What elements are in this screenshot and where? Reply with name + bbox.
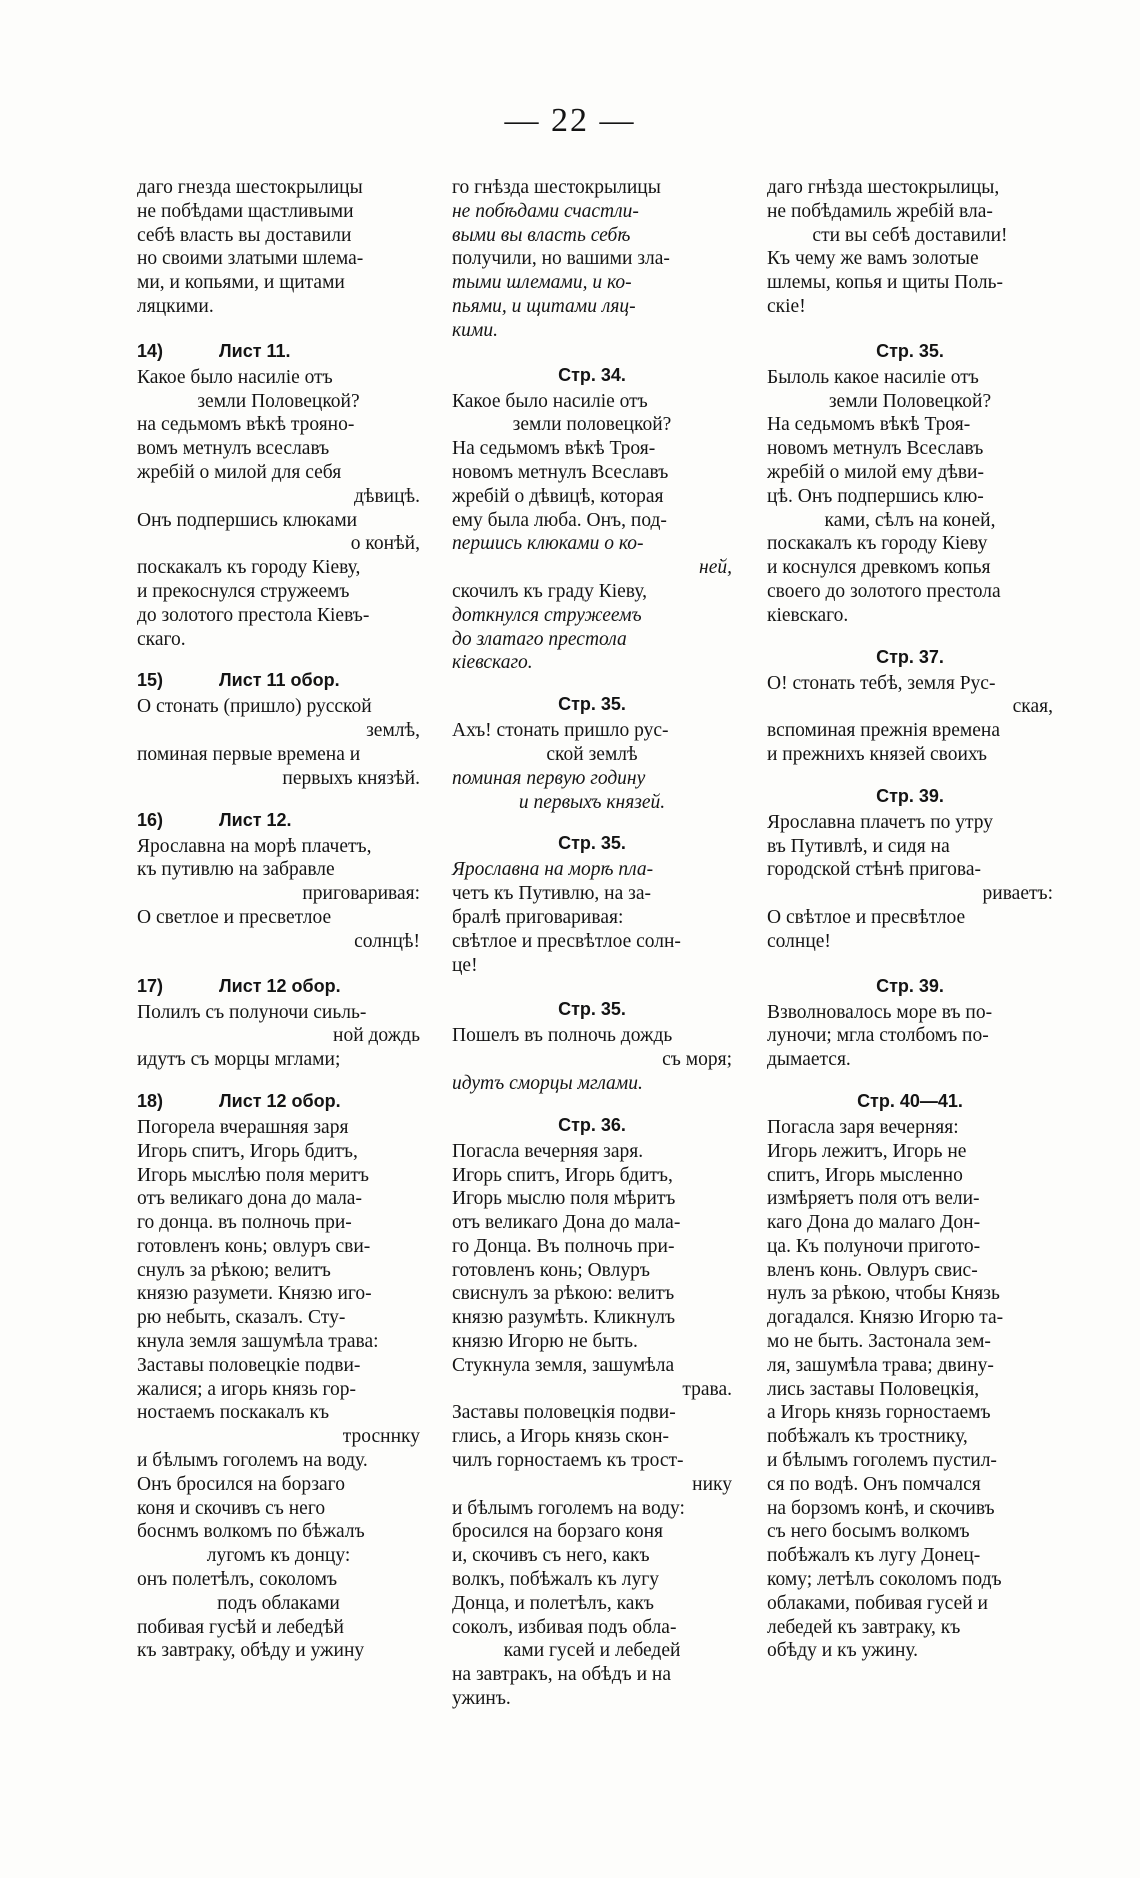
text-line: поминая первые времена и [137,743,361,765]
text-line: ной дождь [333,1025,420,1047]
text-line: О стонать (пришло) русской [137,696,372,718]
text-line: онъ полетѣлъ, соколомъ [137,1569,338,1591]
text-line: ками, сѣлъ на коней, [824,509,996,531]
section-heading [452,831,732,855]
text-line: земли половецкой? [512,414,672,436]
text-line: волкъ, побѣжалъ къ лугу [452,1569,659,1591]
text-line: ками гусей и лебедей [503,1640,681,1662]
column-manuscript-text [137,176,420,1680]
text-line: кими. [452,319,498,341]
text-line: на борзомъ конѣ, и скочивъ [767,1497,995,1519]
text-line: доткнулся стружеемъ [452,604,642,626]
text-section [767,645,1053,767]
text-line: и бѣлымъ гоголемъ на воду. [137,1450,368,1472]
section-heading [452,363,732,387]
text-line: земли Половецкой? [197,390,360,412]
text-line: го донца. въ полночь при- [137,1212,352,1234]
text-line: ему была люба. Онъ, под- [452,509,667,531]
text-line: до золотого престола Кіевъ- [137,604,370,626]
text-line: О! стонать тебѣ, земля Рус- [767,672,996,694]
text-section [767,339,1053,628]
text-line: землѣ, [366,720,420,742]
text-line: поскакалъ къ городу Кіеву, [137,557,361,579]
section-reference: Лист 12. [219,809,292,830]
text-line: скаго. [137,628,186,650]
text-line: измѣряетъ поля отъ вели- [767,1188,980,1210]
text-line: Ахъ! стонать пришло рус- [452,720,669,742]
text-line: и, скочивъ съ него, какъ [452,1545,650,1567]
text-line: Игорь лежитъ, Игорь не [767,1140,967,1162]
text-line: облаками, побивая гусей и [767,1592,988,1614]
section-heading [767,784,1053,808]
text-section [767,1089,1053,1663]
section-heading [452,692,732,716]
text-line: го гнѣзда шестокрылицы [452,177,661,198]
text-section [767,974,1053,1072]
text-line: подъ облаками [217,1592,340,1614]
text-line: ляцкими. [137,295,214,317]
text-line: На седьмомъ вѣкѣ Троя- [767,414,971,436]
text-line: нулъ за рѣкою, чтобы Князь [767,1283,1000,1305]
text-line: а Игорь князь горностаемъ [767,1402,991,1424]
text-line: солнце! [767,930,831,952]
section-heading [452,997,732,1021]
text-line: Онъ подпершись клюками [137,509,358,531]
text-line: ми, и копьями, и щитами [137,272,345,294]
section-reference: Стр. 40—41. [857,1090,963,1111]
text-section [767,784,1053,954]
text-line: и прежнихъ князей своихъ [767,743,988,765]
text-line: догадался. Князю Игорю та- [767,1307,1004,1329]
text-line: первыхъ князѣй. [282,767,420,789]
text-line: це! [452,954,478,976]
text-line: и прекоснулся стружеемъ [137,580,350,602]
text-line: Ярославна плачетъ по утру [767,811,994,833]
text-line: идутъ сморцы мглами. [452,1072,643,1094]
text-line: на седьмомъ вѣкѣ трояно- [137,414,355,436]
text-line: Онъ бросился на борзаго [137,1473,345,1495]
text-line: и коснулся древкомъ копья [767,557,991,579]
text-line: снулъ за рѣкою; велитъ [137,1259,331,1281]
text-line: каго Дона до малаго Дон- [767,1212,981,1234]
text-line: Игорь спитъ, Игорь бдитъ, [137,1140,358,1162]
text-section [452,997,732,1095]
text-line: идутъ съ морцы мглами; [137,1049,341,1071]
text-line: Какое было насиліе отъ [137,366,333,388]
text-line: не побѣдами щастливыми [137,200,354,222]
text-line: тыми шлемами, и ко- [452,272,632,294]
section-heading [452,1113,732,1137]
text-line: вомъ метнулъ всеславъ [137,438,330,460]
text-line: своего до золотого престола [767,580,1001,602]
section-number: 16) [137,809,164,830]
section-reference: Стр. 36. [558,1114,626,1135]
text-section [137,339,420,652]
page-number: — 22 — [504,102,636,139]
section-reference: Лист 11. [219,340,291,361]
text-section [452,1113,732,1711]
text-line: о конѣй, [350,533,420,555]
section-heading [767,645,1053,669]
text-line: мо не быть. Застонала зем- [767,1331,991,1353]
text-line: на завтракъ, на обѣдъ и на [452,1664,672,1686]
text-line: побѣжалъ къ тростнику, [767,1426,968,1448]
text-line: городской стѣнѣ пригова- [767,859,981,881]
text-line: ля, зашумѣла трава; двину- [767,1354,994,1376]
text-line: шлемы, копья и щиты Поль- [767,272,1003,294]
section-number: 15) [137,670,164,691]
text-line: отъ великаго Дона до мала- [452,1212,681,1234]
text-line: нику [692,1473,732,1495]
text-line: новомъ метнулъ Всеславъ [452,461,669,483]
text-line: Донца, и полетѣлъ, какъ [452,1592,655,1614]
text-line: до златаго престола [452,628,627,650]
text-line: себѣ власть вы доставили [137,224,352,246]
column-translation-text [767,176,1053,1680]
text-line: О свѣтлое и пресвѣтлое [767,906,966,928]
text-line: солнцѣ! [354,930,420,952]
text-line: Къ чему же вамъ золотые [767,248,979,270]
section-heading [137,339,420,363]
text-line: коня и скочивъ съ него [137,1497,326,1519]
text-line: Взволновалось море въ по- [767,1001,993,1023]
text-line: скочилъ къ граду Кіеву, [452,580,647,602]
text-section [137,974,420,1072]
section-number: 17) [137,975,164,996]
text-line: жребій о милой для себя [137,461,342,483]
text-line: къ завтраку, обѣду и ужину [137,1640,365,1662]
text-line: боснмъ волкомъ по бѣжалъ [137,1521,365,1543]
section-heading [137,974,420,998]
text-line: ся по водѣ. Онъ помчался [767,1473,981,1495]
text-section [452,692,732,814]
text-section [137,808,420,954]
text-line: не побѣдамиль жребій вла- [767,200,993,222]
text-line: Былоль какое насиліе отъ [767,366,979,388]
text-line: Погорела вчерашняя заря [137,1116,349,1138]
text-line: ужинъ. [452,1688,511,1710]
text-line: поминая первую годину [452,767,646,789]
text-line: даго гнѣзда шестокрылицы, [767,177,1000,198]
section-reference: Стр. 35. [558,999,626,1020]
text-line: ской землѣ [546,743,638,765]
text-line: глись, а Игорь князь скон- [452,1426,670,1448]
text-line: бралѣ приговаривая: [452,906,624,928]
section-reference: Лист 12 обор. [219,975,341,996]
text-line: въ Путивлѣ, и сидя на [767,835,950,857]
section-reference: Стр. 35. [558,694,626,715]
text-section [137,176,420,319]
section-number: 14) [137,340,164,361]
text-line: Погасла заря вечерняя: [767,1116,959,1138]
text-line: земли Половецкой? [828,390,992,412]
text-section [137,1089,420,1663]
text-line: Стукнула земля, зашумѣла [452,1354,675,1376]
section-reference: Стр. 39. [876,785,944,806]
text-line: поскакалъ къ городу Кіеву [767,533,988,555]
text-line: пьями, и щитами ляц- [452,295,636,317]
text-line: готовленъ конь; овлуръ сви- [137,1235,371,1257]
text-line: тросннку [342,1426,420,1448]
text-line: Какое было насиліе отъ [452,390,648,412]
text-line: Игорь мыслѣю поля меритъ [137,1164,370,1186]
section-reference: Стр. 37. [876,646,944,667]
text-line: жребій о дѣвицѣ, которая [452,485,664,507]
text-line: О светлое и пресветлое [137,906,332,928]
text-line: и бѣлымъ гоголемъ на воду: [452,1497,685,1519]
text-line: вленъ конь. Овлуръ свис- [767,1259,978,1281]
text-line: князю Игорю не быть. [452,1331,638,1353]
text-line: Заставы половецкіе подви- [137,1354,361,1376]
text-line: готовленъ конь; Овлуръ [452,1259,650,1281]
text-line: не побѣдами счастли- [452,200,639,222]
section-reference: Стр. 35. [558,833,626,854]
text-line: съ него босымъ волкомъ [767,1521,970,1543]
text-section [452,363,732,676]
text-line: жалися; а игорь князь гор- [137,1378,356,1400]
section-reference: Лист 11 обор. [219,670,340,691]
text-line: кнула земля зашумѣла трава: [137,1331,379,1353]
text-section [767,176,1053,319]
text-line: першись клюками о ко- [452,533,644,555]
text-line: князю разумѣть. Кликнулъ [452,1307,676,1329]
text-line: съ моря; [662,1049,732,1071]
text-line: Пошелъ въ полночь дождь [452,1025,673,1047]
text-line: побѣжалъ къ лугу Донец- [767,1545,981,1567]
text-line: получили, но вашими зла- [452,248,670,270]
section-number: 18) [137,1090,164,1111]
text-line: лугомъ къ донцу: [206,1545,351,1567]
text-line: кіевскаго. [452,652,533,674]
section-heading [137,808,420,832]
text-line: Ярославна на морѣ пла- [452,859,654,881]
text-line: дѣвицѣ. [353,485,420,507]
text-line: цѣ. Онъ подпершись клю- [767,485,984,507]
text-line: рю небыть, сказалъ. Сту- [137,1307,346,1329]
text-line: ней, [699,557,732,579]
section-reference: Стр. 34. [558,364,626,385]
text-line: приговаривая: [302,883,420,905]
section-heading [137,668,420,692]
text-line: Ярославна на морѣ плачетъ, [137,835,372,857]
text-line: ская, [1012,696,1053,718]
section-reference: Лист 12 обор. [219,1090,341,1111]
section-heading [137,1089,420,1113]
text-line: ностаемъ поскакалъ къ [137,1402,330,1424]
text-line: луночи; мгла столбомъ по- [767,1025,989,1047]
column-edition-text [452,176,732,1728]
text-line: скіе! [767,295,806,317]
text-section [452,831,732,977]
text-line: сти вы себѣ доставили! [812,224,1008,246]
section-reference: Стр. 39. [876,975,944,996]
text-line: обѣду и къ ужину. [767,1640,919,1662]
section-heading [767,1089,1053,1113]
text-line: чилъ горностаемъ къ трост- [452,1450,684,1472]
text-line: соколъ, избивая подъ обла- [452,1616,677,1638]
text-line: и первыхъ князей. [518,791,666,813]
text-line: къ путивлю на забравле [137,859,335,881]
text-line: Заставы половецкія подви- [452,1402,676,1424]
text-line: спитъ, Игорь мысленно [767,1164,963,1186]
text-line: Полилъ съ полуночи сиьль- [137,1001,367,1023]
text-line: лись заставы Половецкія, [767,1378,980,1400]
text-line: На седьмомъ вѣкѣ Троя- [452,438,656,460]
text-line: Погасла вечерняя заря. [452,1140,644,1162]
text-line: дымается. [767,1049,851,1071]
text-line: но своими златыми шлема- [137,248,364,270]
text-line: кому; летѣлъ соколомъ подъ [767,1569,1002,1591]
text-line: свѣтлое и пресвѣтлое солн- [452,930,681,952]
text-line: даго гнезда шестокрылицы [137,177,363,198]
text-line: кіевскаго. [767,604,849,626]
text-line: вспоминая прежнія времена [767,720,1000,742]
text-line: бросился на борзаго коня [452,1521,663,1543]
text-line: ца. Къ полуночи пригото- [767,1235,981,1257]
text-line: свиснулъ за рѣкою: велитъ [452,1283,675,1305]
section-heading [767,339,1053,363]
text-line: лебедей къ завтраку, къ [767,1616,961,1638]
section-heading [767,974,1053,998]
text-line: новомъ метнулъ Всеславъ [767,438,984,460]
text-line: трава. [682,1378,732,1400]
text-section [137,668,420,790]
text-line: и бѣлымъ гоголемъ пустил- [767,1450,997,1472]
text-line: Игорь мыслю поля мѣритъ [452,1188,676,1210]
text-section [452,176,732,343]
text-line: князю разумети. Князю иго- [137,1283,372,1305]
text-line: жребій о милой ему дѣви- [767,461,984,483]
text-line: побивая гусѣй и лебедѣй [137,1616,344,1638]
text-line: риваетъ: [982,883,1053,905]
text-line: четъ къ Путивлю, на за- [452,883,651,905]
text-line: выми вы власть себѣ [452,224,631,246]
text-line: го Донца. Въ полночь при- [452,1235,675,1257]
text-line: отъ великаго дона до мала- [137,1188,362,1210]
section-reference: Стр. 35. [876,340,944,361]
text-line: Игорь спитъ, Игорь бдитъ, [452,1164,673,1186]
